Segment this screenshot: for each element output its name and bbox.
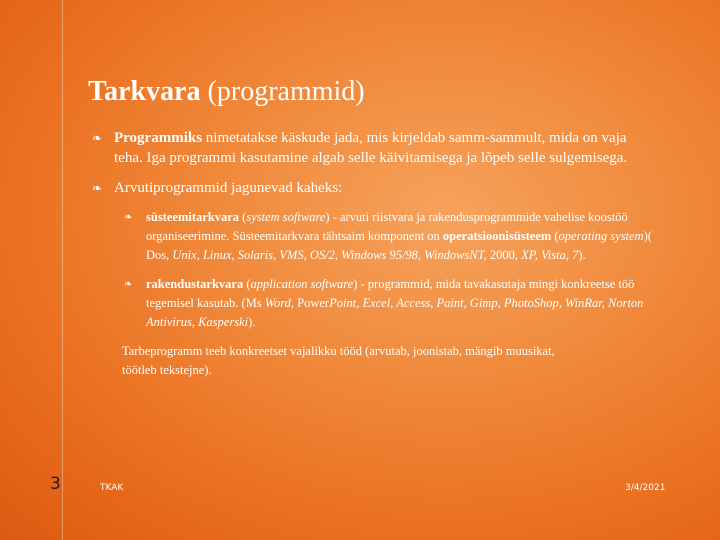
- slide-frame-line: [62, 0, 63, 540]
- bullet-arvutiprogrammid: [92, 178, 652, 198]
- sub2-t2: ) - programmid, mida tavakasutaja mingi konkreetse töö tegemisel kasutab. (Ms: [146, 277, 635, 310]
- sub1-bold: süsteemitarkvara: [146, 210, 240, 224]
- sub2-t1: (: [243, 277, 251, 291]
- sub1-t5: 2000,: [486, 248, 522, 262]
- page-number: 3: [50, 474, 61, 494]
- tarbeprogramm-paragraph: Tarbeprogramm teeb konkreetset vajalikku tööd (arvutab, joonistab, mängib muusikat, töötleb tekstejne).: [122, 344, 555, 377]
- footer-text: TKAK: [100, 483, 124, 493]
- sub2-italic2: Word,: [264, 296, 295, 310]
- sub1-t6: ).: [578, 248, 586, 262]
- footer-date: 3/4/2021: [625, 483, 666, 493]
- sub1-t3: (: [551, 229, 559, 243]
- sub1-bold2: operatsioonisüsteem: [442, 229, 552, 243]
- sub-bullet-systeemitarkvara: [124, 208, 652, 265]
- sub1-t4: )( Dos,: [146, 229, 652, 262]
- slide-content: [92, 128, 652, 380]
- fancy-bullet-icon: ❧: [92, 181, 103, 195]
- sub2-t4: ).: [248, 315, 256, 329]
- sub2-bold: rakendustarkvara: [146, 277, 244, 291]
- sub1-t1: (: [239, 210, 247, 224]
- slide-title: [88, 76, 365, 108]
- fancy-bullet-icon: ❧: [124, 279, 133, 290]
- sub1-italic4: XP, Vista, 7: [521, 248, 579, 262]
- sub2-italic1: application software: [250, 277, 354, 291]
- sub-bullet-rakendustarkvara: [124, 275, 652, 332]
- bullet1-bold: Programmiks: [114, 130, 203, 146]
- bullet1-text: nimetatakse käskude jada, mis kirjeldab samm-sammult, mida on vaja teha. Iga programmi kasutamine algab selle käivitamisega ja lõpeb selle sulgemisega.: [114, 130, 628, 166]
- title-rest: (programmid): [200, 76, 365, 107]
- bullet2-text: Arvutiprogrammid jagunevad kaheks:: [114, 180, 343, 196]
- fancy-bullet-icon: ❧: [124, 212, 133, 223]
- sub2-t3: Power: [294, 296, 330, 310]
- sub2-italic3: Point, Excel, Access, Paint, Gimp, PhotoShop, WinRar, Norton Antivirus, Kasperski: [146, 296, 644, 329]
- sub1-italic2: operating system: [558, 229, 644, 243]
- bullet-programmiks: [92, 128, 652, 168]
- sub1-italic1: system software: [246, 210, 326, 224]
- sub1-italic3: Unix, Linux, Solaris, VMS, OS/2, Windows 95/98, WindowsNT,: [172, 248, 487, 262]
- fancy-bullet-icon: ❧: [92, 131, 103, 145]
- sub1-t2: ) - arvuti riistvara ja rakendusprogrammide vahelise koostöö organiseerimine. Süsteemitarkvara tähtsaim komponent on: [146, 210, 628, 243]
- title-bold: Tarkvara: [88, 76, 201, 107]
